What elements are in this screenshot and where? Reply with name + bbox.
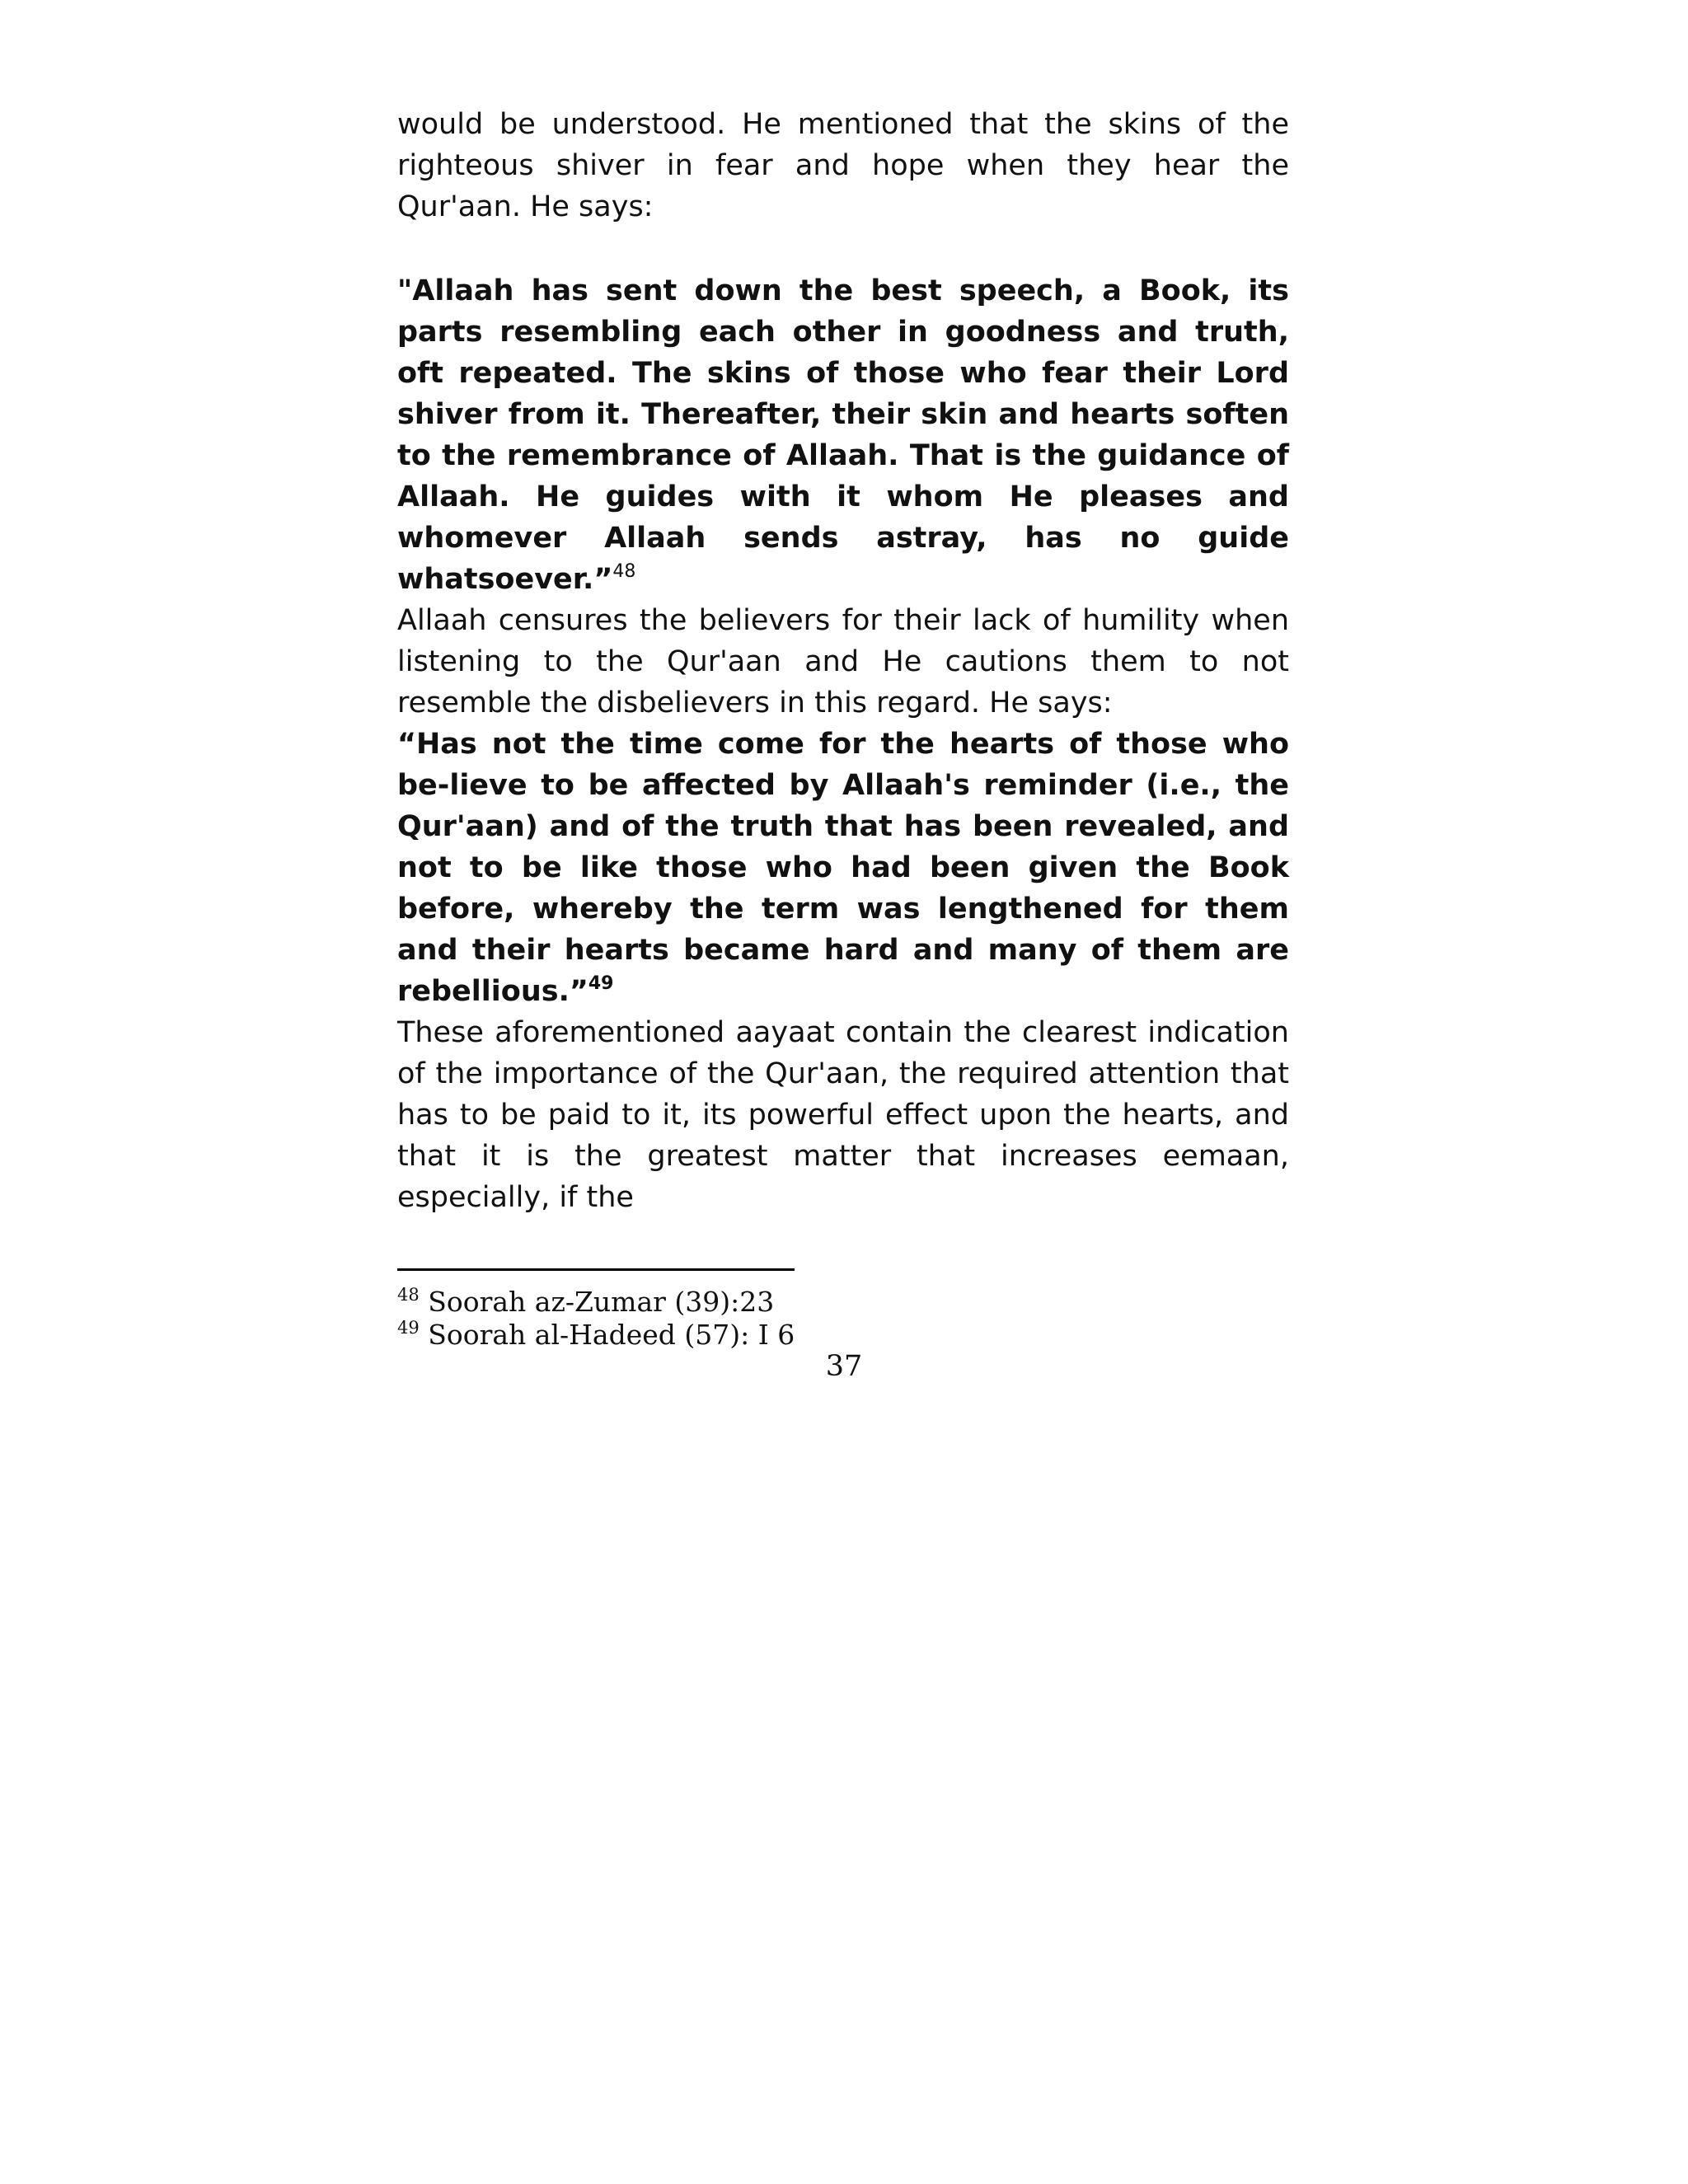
quran-quote-zumar-text: "Allaah has sent down the best speech, a Book, its parts resembling each other in goodness and truth, oft repeated. The skins of those who fear their Lord shiver from it. Thereafter, their skin and hearts soften to the remembrance of Allaah. That is the guidance of Allaah. He guides with it whom He pleases and whomever Allaah sends astray, has no guide whatsoever.” (397, 274, 1289, 596)
paragraph-intro-text: would be understood. He mentioned that the skins of the righteous shiver in fear and hope when they hear the Qur'aan. He says: (397, 108, 1289, 223)
footnote-49 (397, 1319, 795, 1352)
footnote-separator (397, 1268, 795, 1271)
paragraph-censure (397, 600, 1289, 724)
footnotes (397, 1286, 795, 1352)
footnote-ref-48[interactable]: 48 (612, 561, 636, 582)
footnote-48 (397, 1286, 795, 1319)
paragraph-intro (397, 104, 1289, 227)
footnote-text: Soorah al-Hadeed (57): I 6 (428, 1319, 795, 1351)
quran-quote-hadeed-text: “Has not the time come for the hearts of those who be-lieve to be affected by Allaah's reminder (i.e., the Qur'aan) and of the truth that has been revealed, and not to be like those who had been given the Book before, whereby the term was lengthened for them and their hearts became hard and many of them are rebellious.” (397, 728, 1289, 1008)
footnote-number: 49 (397, 1318, 420, 1338)
footnote-text: Soorah az-Zumar (39):23 (428, 1286, 775, 1318)
paragraph-conclusion-text: These aforementioned aayaat contain the clearest indication of the importance of the Qur'aan, the required attention that has to be paid to it, its powerful effect upon the hearts, and that it is the greatest matter that increases eemaan, especially, if the (397, 1016, 1289, 1214)
footnote-ref-49[interactable]: 49 (588, 973, 614, 994)
page-number: 37 (825, 1350, 863, 1383)
paragraph-conclusion (397, 1012, 1289, 1218)
footnote-number: 48 (397, 1285, 420, 1305)
paragraph-censure-text: Allaah censures the believers for their lack of humility when listening to the Qur'aan and He cautions them to not resemble the disbelievers in this regard. He says: (397, 604, 1289, 719)
quran-quote-zumar (397, 270, 1289, 600)
quran-quote-hadeed (397, 724, 1289, 1012)
